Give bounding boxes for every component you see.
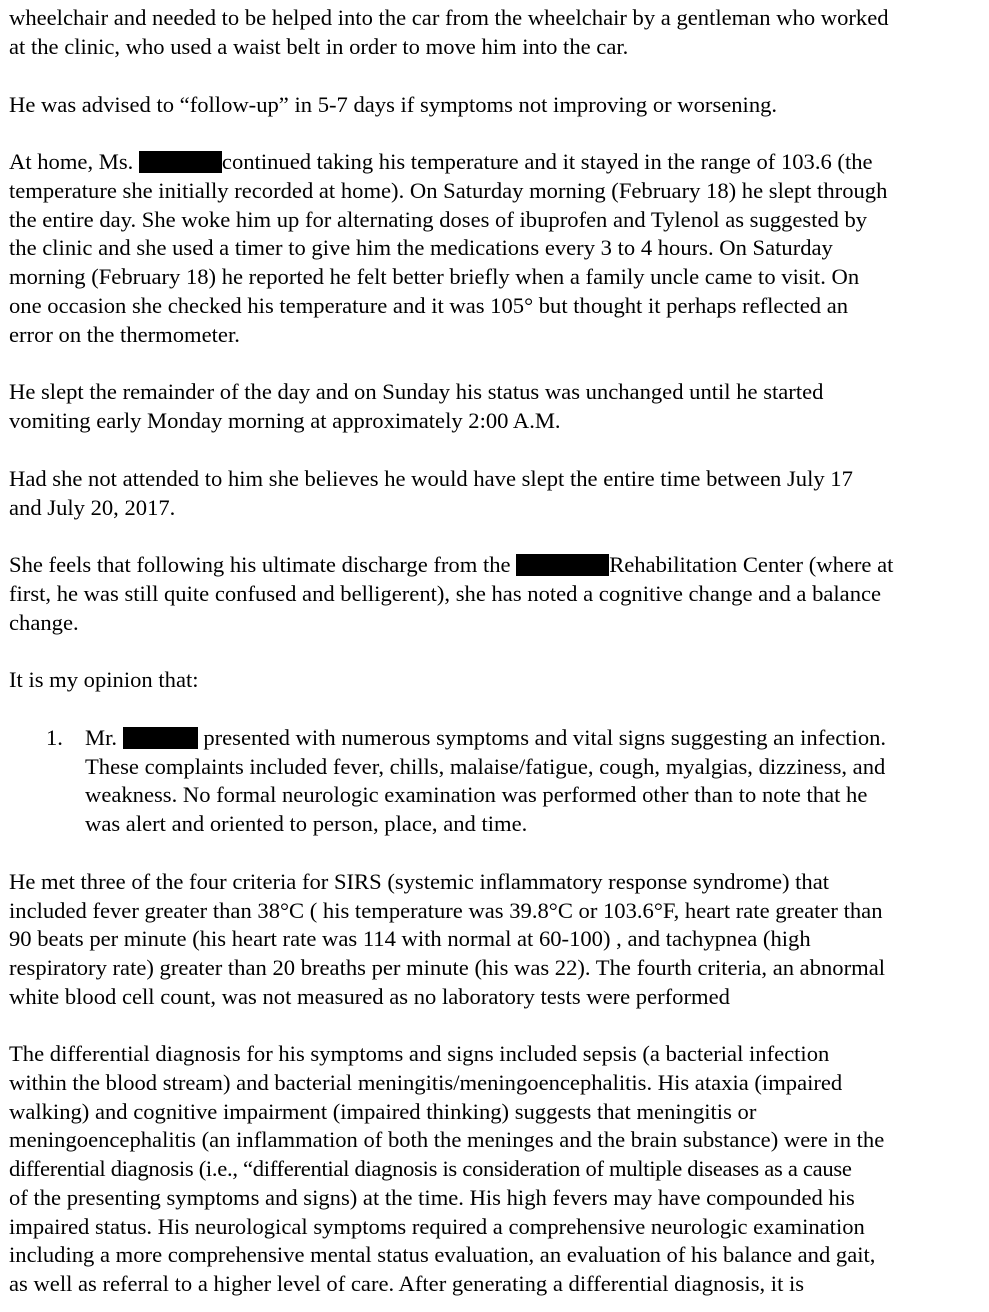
text-line: impaired status. His neurological symptoms required a comprehensive neurologic examination [9, 1214, 865, 1239]
text-line: first, he was still quite confused and belligerent), she has noted a cognitive change and a balance [9, 581, 882, 606]
text-line: The differential diagnosis for his symptoms and signs included sepsis (a bacterial infection [9, 1041, 830, 1066]
text-line: It is my opinion that: [9, 667, 199, 692]
text-line: meningoencephalitis (an inflammation of both the meninges and the brain substance) were in the [9, 1127, 885, 1152]
text-line: respiratory rate) greater than 20 breaths per minute (his was 22). The fourth criteria, an abnormal [9, 955, 886, 980]
text-line: vomiting early Monday morning at approximately 2:00 A.M. [9, 408, 561, 433]
text-line: walking) and cognitive impairment (impaired thinking) suggests that meningitis or [9, 1099, 757, 1124]
text-line: 90 beats per minute (his heart rate was 114 with normal at 60-100) , and tachypnea (high [9, 926, 811, 951]
text-line [85, 723, 886, 752]
text-line: change. [9, 610, 79, 635]
text-line: and July 20, 2017. [9, 495, 176, 520]
text-segment: continued taking his temperature and it stayed in the range of 103.6 (the [221, 149, 873, 174]
text-line [9, 550, 893, 579]
text-segment: Rehabilitation Center (where at [609, 552, 894, 577]
text-line [9, 147, 873, 176]
text-line: temperature she initially recorded at home). On Saturday morning (February 18) he slept through [9, 178, 888, 203]
redaction-block [139, 151, 222, 173]
text-line: including a more comprehensive mental status evaluation, an evaluation of his balance and gait, [9, 1242, 876, 1267]
text-line: the entire day. She woke him up for alternating doses of ibuprofen and Tylenol as suggested by [9, 207, 868, 232]
list-number: 1. [46, 725, 63, 750]
text-line: of the presenting symptoms and signs) at the time. His high fevers may have compounded his [9, 1185, 855, 1210]
text-line: wheelchair and needed to be helped into the car from the wheelchair by a gentleman who worked [9, 5, 889, 30]
text-line: white blood cell count, was not measured as no laboratory tests were performed [9, 984, 730, 1009]
text-line: He slept the remainder of the day and on Sunday his status was unchanged until he started [9, 379, 824, 404]
redaction-block [516, 554, 609, 576]
text-line: as well as referral to a higher level of care. After generating a differential diagnosis, it is [9, 1271, 805, 1296]
text-segment: Mr. [85, 725, 123, 750]
redaction-block [123, 727, 198, 749]
text-line: was alert and oriented to person, place, and time. [85, 811, 528, 836]
text-line: morning (February 18) he reported he felt better briefly when a family uncle came to visit. On [9, 264, 860, 289]
text-line: the clinic and she used a timer to give him the medications every 3 to 4 hours. On Saturday [9, 235, 833, 260]
text-line: at the clinic, who used a waist belt in order to move him into the car. [9, 34, 629, 59]
text-line: He was advised to “follow-up” in 5-7 days if symptoms not improving or worsening. [9, 92, 778, 117]
text-line: Had she not attended to him she believes he would have slept the entire time between July 17 [9, 466, 853, 491]
text-line: weakness. No formal neurologic examination was performed other than to note that he [85, 782, 868, 807]
text-segment: At home, Ms. [9, 149, 139, 174]
text-line: differential diagnosis (i.e., “differential diagnosis is consideration of multiple diseases as a cause [9, 1156, 852, 1181]
text-line: included fever greater than 38°C ( his temperature was 39.8°C or 103.6°F, heart rate greater than [9, 898, 883, 923]
text-line: within the blood stream) and bacterial meningitis/meningoencephalitis. His ataxia (impaired [9, 1070, 843, 1095]
text-line: He met three of the four criteria for SIRS (systemic inflammatory response syndrome) that [9, 869, 830, 894]
text-segment: presented with numerous symptoms and vital signs suggesting an infection. [203, 725, 887, 750]
text-line: error on the thermometer. [9, 322, 240, 347]
text-line: These complaints included fever, chills, malaise/fatigue, cough, myalgias, dizziness, and [85, 754, 886, 779]
text-line: one occasion she checked his temperature and it was 105° but thought it perhaps reflected an [9, 293, 849, 318]
text-segment: She feels that following his ultimate discharge from the [9, 552, 517, 577]
